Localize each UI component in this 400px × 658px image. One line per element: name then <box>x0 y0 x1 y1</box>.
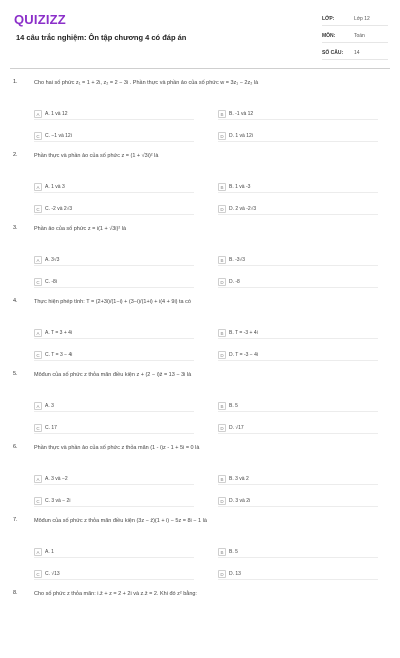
question-list <box>0 74 400 658</box>
option-letter-box: D <box>218 570 226 578</box>
question-number: 8. <box>13 590 18 596</box>
option-letter-box: D <box>218 497 226 505</box>
option-letter-box: A <box>34 256 42 264</box>
option-text: A. 1 và 3 <box>45 184 65 190</box>
option-letter-box: A <box>34 475 42 483</box>
question-text: Cho số phức z thỏa mãn: i.z̄ + z = 2 + 2i và z.z̄ = 2. Khi đó z² bằng: <box>34 591 197 597</box>
answer-option-a[interactable] <box>34 547 194 558</box>
answer-option-d[interactable] <box>218 496 378 507</box>
answer-option-d[interactable] <box>218 204 378 215</box>
option-letter-box: B <box>218 256 226 264</box>
option-letter-box: B <box>218 110 226 118</box>
question-number: 7. <box>13 517 18 523</box>
question-text: Môđun của số phức z thỏa mãn điều kiện z + (2 − i)z̄ = 13 − 3i là <box>34 372 192 378</box>
option-letter-box: D <box>218 424 226 432</box>
answer-option-d[interactable] <box>218 277 378 288</box>
answer-option-a[interactable] <box>34 474 194 485</box>
answer-option-d[interactable] <box>218 423 378 434</box>
answer-option-a[interactable] <box>34 328 194 339</box>
option-text: C. −1 và 12i <box>45 133 72 139</box>
answer-option-d[interactable] <box>218 350 378 361</box>
answer-option-b[interactable] <box>218 474 378 485</box>
option-text: D. -8 <box>229 279 240 285</box>
option-text: B. -1 và 12 <box>229 111 254 117</box>
answer-option-c[interactable] <box>34 131 194 142</box>
option-letter-box: C <box>34 424 42 432</box>
option-text: C. 3 và − 2i <box>45 498 71 504</box>
option-letter-box: C <box>34 205 42 213</box>
meta-info <box>322 12 388 63</box>
meta-row-count <box>322 46 388 60</box>
question-text: Thực hiện phép tính: T = (2+3i)/(1−i) + (3−i)/(1+i) + i(4 + 9i) ta có <box>34 299 191 305</box>
answer-option-b[interactable] <box>218 182 378 193</box>
question-number: 1. <box>13 79 18 85</box>
page-title: 14 câu trắc nghiệm: Ôn tập chương 4 có đáp án <box>16 33 187 42</box>
meta-label: LỚP: <box>322 15 335 22</box>
option-text: D. 2 và -2√3 <box>229 206 257 212</box>
question-text: Phần thực và phần ảo của số phức z = (1 + √3i)² là <box>34 153 159 159</box>
option-text: C. 17 <box>45 425 57 431</box>
option-text: D. 13 <box>229 571 241 577</box>
option-letter-box: D <box>218 205 226 213</box>
option-text: D. √17 <box>229 425 244 431</box>
question-block <box>0 439 400 512</box>
answer-option-b[interactable] <box>218 401 378 412</box>
question-block <box>0 74 400 147</box>
option-letter-box: B <box>218 475 226 483</box>
option-letter-box: C <box>34 132 42 140</box>
answer-option-c[interactable] <box>34 496 194 507</box>
option-text: A. 3 và −2 <box>45 476 68 482</box>
question-text: Phần thực và phần ảo của số phức z thỏa mãn (1 - i)z - 1 + 5i = 0 là <box>34 445 200 451</box>
meta-value: Toán <box>354 32 365 39</box>
option-letter-box: A <box>34 183 42 191</box>
question-block <box>0 147 400 220</box>
option-text: A. 1 <box>45 549 54 555</box>
answer-option-a[interactable] <box>34 109 194 120</box>
option-text: B. 5 <box>229 549 238 555</box>
header-divider <box>10 68 390 69</box>
option-text: B. -3√3 <box>229 257 246 263</box>
option-text: A. 1 và 12 <box>45 111 68 117</box>
document-header <box>0 0 400 62</box>
question-block <box>0 220 400 293</box>
option-letter-box: B <box>218 183 226 191</box>
question-block <box>0 585 400 658</box>
option-text: B. 1 và -3 <box>229 184 251 190</box>
question-number: 4. <box>13 298 18 304</box>
answer-option-b[interactable] <box>218 547 378 558</box>
answer-option-a[interactable] <box>34 255 194 266</box>
answer-option-c[interactable] <box>34 569 194 580</box>
option-letter-box: A <box>34 402 42 410</box>
option-text: C. -2 và 2√3 <box>45 206 73 212</box>
option-text: A. 3 <box>45 403 54 409</box>
answer-option-c[interactable] <box>34 204 194 215</box>
question-block <box>0 366 400 439</box>
answer-option-b[interactable] <box>218 328 378 339</box>
option-text: D. T = -3 − 4i <box>229 352 258 358</box>
option-letter-box: B <box>218 548 226 556</box>
answer-option-c[interactable] <box>34 350 194 361</box>
quizizz-logo: QUIZIZZ <box>14 12 66 27</box>
question-number: 5. <box>13 371 18 377</box>
answer-option-a[interactable] <box>34 182 194 193</box>
meta-value: 14 <box>354 49 360 56</box>
question-number: 3. <box>13 225 18 231</box>
answer-option-a[interactable] <box>34 401 194 412</box>
meta-label: MÔN: <box>322 32 336 39</box>
option-letter-box: B <box>218 329 226 337</box>
question-block <box>0 512 400 585</box>
question-number: 6. <box>13 444 18 450</box>
question-text: Cho hai số phức z₁ = 1 + 2i, z₂ = 2 − 3i . Phần thực và phần ảo của số phức w = 3z₁ − 2z₂ là <box>34 80 259 86</box>
option-letter-box: A <box>34 110 42 118</box>
option-letter-box: A <box>34 329 42 337</box>
option-text: B. 3 và 2 <box>229 476 249 482</box>
option-letter-box: D <box>218 132 226 140</box>
option-text: B. 5 <box>229 403 238 409</box>
option-letter-box: C <box>34 497 42 505</box>
option-letter-box: A <box>34 548 42 556</box>
option-letter-box: C <box>34 278 42 286</box>
meta-label: SỐ CÂU: <box>322 49 344 56</box>
option-text: D. 1 và 12i <box>229 133 253 139</box>
option-text: A. T = 3 + 4i <box>45 330 73 336</box>
meta-row-class <box>322 12 388 26</box>
option-text: C. T = 3 − 4i <box>45 352 73 358</box>
option-letter-box: C <box>34 351 42 359</box>
meta-value: Lớp 12 <box>354 15 370 22</box>
question-text: Phần ảo của số phức z = i(1 + √3i)² là <box>34 226 126 232</box>
question-block <box>0 293 400 366</box>
answer-option-b[interactable] <box>218 255 378 266</box>
option-letter-box: D <box>218 351 226 359</box>
answer-option-b[interactable] <box>218 109 378 120</box>
question-text: Môđun của số phức z thỏa mãn điều kiện (3z − z̄)(1 + i) − 5z = 8i − 1 là <box>34 518 207 524</box>
option-letter-box: C <box>34 570 42 578</box>
meta-row-subject <box>322 29 388 43</box>
option-text: C. -8i <box>45 279 57 285</box>
answer-option-d[interactable] <box>218 569 378 580</box>
option-text: C. √13 <box>45 571 60 577</box>
option-letter-box: B <box>218 402 226 410</box>
option-letter-box: D <box>218 278 226 286</box>
answer-option-c[interactable] <box>34 423 194 434</box>
answer-option-c[interactable] <box>34 277 194 288</box>
option-text: D. 3 và 2i <box>229 498 251 504</box>
option-text: B. T = -3 + 4i <box>229 330 258 336</box>
option-text: A. 3√3 <box>45 257 60 263</box>
question-number: 2. <box>13 152 18 158</box>
answer-option-d[interactable] <box>218 131 378 142</box>
